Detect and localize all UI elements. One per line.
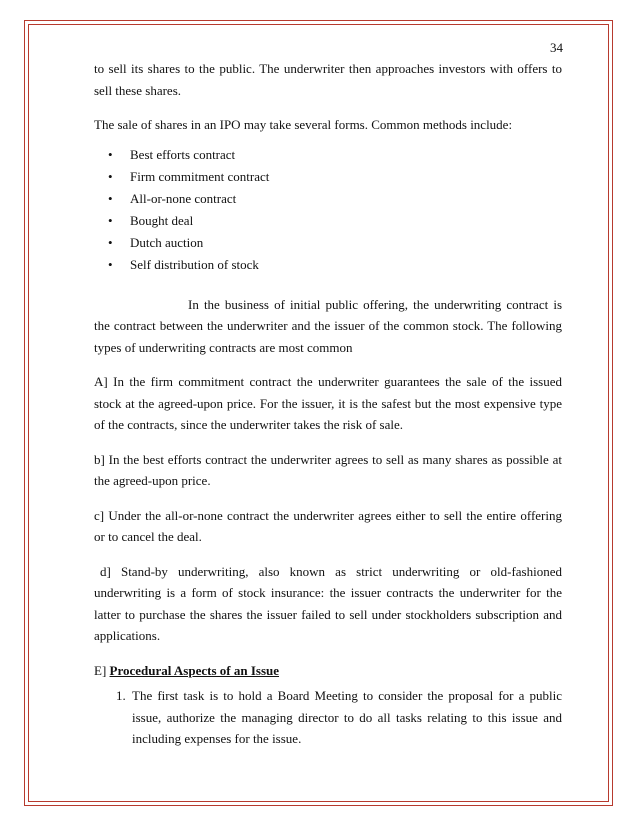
list-item: • Bought deal xyxy=(104,210,562,232)
step-number: 1. xyxy=(116,688,126,703)
intro-paragraph: to sell its shares to the public. The underwriter then approaches investors with offers to sell these shares. xyxy=(94,61,562,98)
paragraph-c: c] Under the all-or-none contract the underwriter agrees either to sell the entire offering or to cancel the deal. xyxy=(94,507,562,544)
paragraph-b: b] In the best efforts contract the underwriter agrees to sell as many shares as possible at the agreed-upon price. xyxy=(94,451,562,488)
methods-list xyxy=(94,144,562,276)
page-number: 34 xyxy=(550,40,563,55)
list-item: • All-or-none contract xyxy=(104,188,562,210)
section-heading-title: Procedural Aspects of an Issue xyxy=(109,662,280,678)
methods-paragraph: The sale of shares in an IPO may take several forms. Common methods include: xyxy=(94,117,513,132)
list-item xyxy=(94,685,562,750)
document-body xyxy=(94,58,562,750)
list-item: • Self distribution of stock xyxy=(104,254,562,276)
section-heading xyxy=(94,660,562,682)
section-heading-label: E] xyxy=(94,662,107,678)
list-item: • Dutch auction xyxy=(104,232,562,254)
steps-list xyxy=(94,685,562,750)
list-item: • Firm commitment contract xyxy=(104,166,562,188)
paragraph-a: A] In the firm commitment contract the underwriter guarantees the sale of the issued stock at the agreed-upon price. For the issuer, it is the safest but the most expensive type of the contracts, since the underwriter takes the risk of sale. xyxy=(94,374,562,432)
list-item: • Best efforts contract xyxy=(104,144,562,166)
step-text: The first task is to hold a Board Meeting to consider the proposal for a public issue, authorize the managing director to do all tasks relating to this issue and including expenses for the issue. xyxy=(132,688,562,746)
business-paragraph: In the business of initial public offering, the underwriting contract is the contract between the underwriter and the issuer of the common stock. The following types of underwriting contracts are most common xyxy=(94,296,562,355)
paragraph-d: d] Stand-by underwriting, also known as strict underwriting or old-fashioned underwriting is a form of stock insurance: the issuer contracts the underwriter for the latter to purchase the shares the issuer failed to sell under stockholders subscription and applications. xyxy=(94,563,562,643)
